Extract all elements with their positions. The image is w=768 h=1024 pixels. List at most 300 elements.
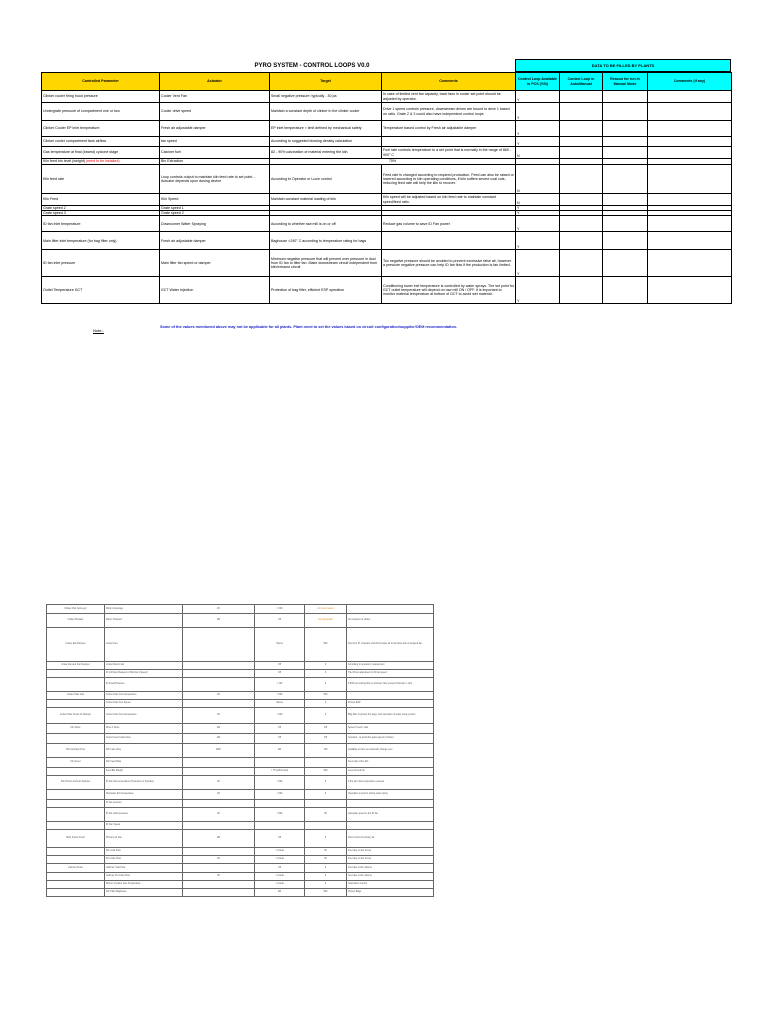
cell-target: According to whether raw mill is on or off <box>270 216 382 232</box>
lower-table-row <box>47 768 434 776</box>
lower-cell-unit: kW <box>183 734 255 744</box>
lower-cell-remarks: Constant - to avoid the grate speed of clinker <box>347 734 434 744</box>
cell-auto[interactable] <box>560 216 603 232</box>
cell-comments <box>382 137 516 147</box>
lower-cell-group: Grate Fan and Fan Damper <box>47 662 105 670</box>
cell-pcs: Y <box>516 137 560 147</box>
cell-reason[interactable] <box>603 121 648 137</box>
lower-cell-parameter: Motor Amperage <box>105 605 183 614</box>
lower-cell-limit: 0 <box>305 670 347 678</box>
control-loops-body <box>42 91 732 304</box>
lower-cell-unit <box>183 670 255 678</box>
cell-pcs: N <box>516 165 560 194</box>
lower-table-row <box>47 889 434 897</box>
cell-parameter: Clinker Cooler EP inlet temperature <box>42 121 160 137</box>
lower-cell-parameter: Kiln main drive <box>105 744 183 758</box>
lower-cell-group <box>47 678 105 692</box>
cell-comments-eng[interactable] <box>648 277 732 304</box>
lower-cell-remarks: Adequate speed to the ID fan <box>347 808 434 822</box>
lower-cell-remarks <box>347 822 434 830</box>
cell-auto[interactable] <box>560 165 603 194</box>
cell-pcs: Y <box>516 211 560 216</box>
lower-cell-remarks: Fuel rate to the calciner <box>347 873 434 881</box>
cell-reason[interactable] <box>603 103 648 121</box>
lower-cell-unit: I/O <box>183 708 255 724</box>
lower-cell-unit <box>183 889 255 897</box>
lower-cell-unit <box>183 848 255 856</box>
lower-cell-group <box>47 848 105 856</box>
cell-actuator: Fresh air adjustable damper <box>160 232 270 250</box>
cell-comments: Too negative pressure should be avoided to prevent excessive false air, however a pressure negative pressure can help ID fan flow if the production is fan limited. <box>382 250 516 277</box>
lower-cell-limit: 0 <box>305 708 347 724</box>
cell-comments: Conditioning tower exit temperature is controlled by water sprays. The set point for GCT outlet temperature will depend on raw mill ON / OFF. It is important to monitor material temperature at bottom of GCT to avoid wet material. <box>382 277 516 304</box>
cell-auto[interactable] <box>560 91 603 103</box>
cell-comments-eng[interactable] <box>648 250 732 277</box>
lower-cell-range: < 100 <box>255 678 305 692</box>
note-text: Some of the values mentioned above may not be applicable for all plants. Plant need to set the values based on circuit configuration/supplier/OEM recommendation. <box>160 325 458 329</box>
lower-cell-group: Cooler Exit Damper <box>47 628 105 662</box>
lower-cell-limit: 0 <box>305 700 347 708</box>
cell-actuator: Cooler Vent Fan <box>160 91 270 103</box>
lower-table-row <box>47 724 434 734</box>
param-note: (need to be installed) <box>85 159 120 164</box>
lower-table-row <box>47 881 434 889</box>
lower-cell-parameter: Feed Bin Weight <box>105 768 183 776</box>
table-row <box>42 277 732 304</box>
lower-cell-remarks: Fuel rate on the burner <box>347 848 434 856</box>
lower-cell-remarks: Protect Bags <box>347 889 434 897</box>
cell-comments: Feed rate is changed according to required production. Feed can also be raised or lowered according to kiln operating conditions, if kiln suffers severe coal cuts, reducing feed rate will help the kiln to recover. <box>382 165 516 194</box>
lower-cell-limit: 500 <box>305 628 347 662</box>
cell-pcs: Y <box>516 91 560 103</box>
lower-cell-group <box>47 700 105 708</box>
lower-cell-unit: I/O <box>183 776 255 790</box>
lower-cell-limit: 50 <box>305 808 347 822</box>
lower-cell-limit: Ammeter based <box>305 605 347 614</box>
lower-cell-limit: 0 <box>305 662 347 670</box>
lower-cell-remarks: Feed rate of the kiln <box>347 758 434 768</box>
lower-cell-parameter: ID Fan Speed <box>105 822 183 830</box>
lower-table-row <box>47 776 434 790</box>
lower-cell-limit: 0 <box>305 776 347 790</box>
lower-cell-remarks: Bag filter to protect the bags, dust operation of water spray system <box>347 708 434 724</box>
lower-cell-group <box>47 808 105 822</box>
lower-cell-range: < 75 (within limit) <box>255 768 305 776</box>
cell-parameter: ID fan inlet pressure <box>42 250 160 277</box>
lower-table-row <box>47 758 434 768</box>
lower-cell-remarks: No transport of clinker <box>347 614 434 628</box>
lower-cell-group: Kiln Feed <box>47 758 105 768</box>
cell-auto[interactable] <box>560 137 603 147</box>
cell-comments: In case of limited vent fan capacity, back fans in cooler set point should be adjusted by operator. <box>382 91 516 103</box>
lower-cell-limit <box>305 800 347 808</box>
lower-cell-group <box>47 822 105 830</box>
lower-cell-group: Main burner Fuels <box>47 830 105 848</box>
lower-cell-parameter: Bottom Cyclone Gas Temperature <box>105 881 183 889</box>
table-row <box>42 165 732 194</box>
lower-cell-group: Kiln ID Fan and Fan Damper <box>47 776 105 790</box>
lower-cell-range: Stress <box>255 628 305 662</box>
lower-cell-remarks: Sound of Pt. Operator should increase air to fan after side of stopped fan. <box>347 628 434 662</box>
table-row <box>42 147 732 159</box>
table-row <box>42 194 732 206</box>
lower-cell-range: kW <box>255 889 305 897</box>
cell-comments-eng[interactable] <box>648 137 732 147</box>
cell-target: Small negative pressure: typically - 30 pa <box>270 91 382 103</box>
lower-cell-remarks: Operation to protect during water spray <box>347 790 434 800</box>
lower-table-row <box>47 830 434 848</box>
lower-table-row <box>47 692 434 700</box>
col-actuator: Actuator <box>160 73 270 91</box>
cell-target: Maintain a constant depth of clinker in the clinker cooler <box>270 103 382 121</box>
lower-cell-group <box>47 734 105 744</box>
cell-auto[interactable] <box>560 232 603 250</box>
cell-actuator: Grate speed 1 <box>160 206 270 211</box>
lower-cell-parameter: Calciner Pet Coke Flow <box>105 873 183 881</box>
lower-cell-limit: 0 <box>305 790 347 800</box>
lower-cell-unit: kW <box>183 614 255 628</box>
lower-cell-unit <box>183 864 255 873</box>
lower-cell-group <box>47 790 105 800</box>
lower-cell-group: Clinker Breaker <box>47 614 105 628</box>
lower-cell-parameter: Calciner Coal Flow <box>105 864 183 873</box>
lower-cell-group: Cooler Filter Fan <box>47 692 105 700</box>
cell-comments-eng[interactable] <box>648 103 732 121</box>
cell-actuator: Fresh air adjustable damper <box>160 121 270 137</box>
lower-table-row <box>47 848 434 856</box>
cell-comments: Fuel rate controls temperature to a set point that is normally in the range of 860 - 900° C <box>382 147 516 159</box>
lower-cell-unit: I/O <box>183 873 255 881</box>
lower-cell-unit <box>183 662 255 670</box>
lower-cell-remarks: Fuel rate to the calciner <box>347 864 434 873</box>
table-row <box>42 137 732 147</box>
cell-comments-eng[interactable] <box>648 147 732 159</box>
cell-parameter: Grate speed 3 <box>42 211 160 216</box>
cell-reason[interactable] <box>603 165 648 194</box>
lower-cell-range: < 500 <box>255 692 305 700</box>
lower-cell-range <box>255 822 305 830</box>
cell-pcs: N <box>516 147 560 159</box>
table-row <box>42 91 732 103</box>
cell-auto[interactable] <box>560 194 603 206</box>
cell-reason[interactable] <box>603 216 648 232</box>
lower-cell-group <box>47 800 105 808</box>
lower-cell-remarks <box>347 692 434 700</box>
lower-table-row <box>47 734 434 744</box>
cell-target: 75% <box>270 159 516 165</box>
lower-cell-group <box>47 768 105 776</box>
lower-cell-unit <box>183 758 255 768</box>
lower-cell-limit: 50 <box>305 848 347 856</box>
lower-cell-range: < Actual <box>255 881 305 889</box>
lower-cell-unit: I/O <box>183 692 255 700</box>
cell-target: 82 - 90% calcination of material entering the kiln <box>270 147 382 159</box>
lower-cell-group: Clinker Pan Conveyor <box>47 605 105 614</box>
lower-cell-parameter: Cooler Filter Inlet temperature <box>105 692 183 700</box>
lower-cell-range: Off <box>255 614 305 628</box>
cell-comments-eng[interactable] <box>648 165 732 194</box>
lower-cell-limit: Off <box>305 724 347 734</box>
cell-actuator: Cooler drive speed <box>160 103 270 121</box>
lower-cell-remarks: Flow control of primary air <box>347 830 434 848</box>
lower-cell-unit: I/O <box>183 605 255 614</box>
lower-cell-parameter: Kiln Coal Flow <box>105 848 183 856</box>
lower-cell-group <box>47 889 105 897</box>
lower-cell-range: < Actual <box>255 848 305 856</box>
lower-cell-range: Off <box>255 864 305 873</box>
lower-cell-range: < 600 <box>255 790 305 800</box>
cell-comments: Temperature based control by Fresh air adjustable damper <box>382 121 516 137</box>
lower-cell-limit <box>305 758 347 768</box>
lower-cell-limit <box>305 822 347 830</box>
table-row <box>42 250 732 277</box>
lower-cell-group <box>47 670 105 678</box>
lower-cell-range: Off <box>255 670 305 678</box>
col-comments-if-any: Comments (if any) <box>648 73 732 91</box>
lower-cell-parameter: ID mill Fan (Delayed or Minimum Speed) <box>105 670 183 678</box>
cell-reason[interactable] <box>603 250 648 277</box>
lower-cell-unit: MFP <box>183 744 255 758</box>
lower-cell-group: Kiln Auxiliary Drive <box>47 744 105 758</box>
col-controlled-parameter: Controlled Parameter <box>42 73 160 91</box>
cell-pcs: Y <box>516 121 560 137</box>
cell-comments-eng[interactable] <box>648 91 732 103</box>
cell-reason[interactable] <box>603 194 648 206</box>
lower-cell-parameter: ID fan inlet temperature (Protection of Impeller) <box>105 776 183 790</box>
lower-cell-group <box>47 881 105 889</box>
lower-sheet-table <box>46 604 434 897</box>
lower-cell-group: Calciner Fuels <box>47 864 105 873</box>
cell-auto[interactable] <box>560 277 603 304</box>
lower-cell-parameter: Drive 1 Drive <box>105 724 183 734</box>
cell-parameter: Kiln Feed <box>42 194 160 206</box>
cell-target: Maintain constant material loading of kiln <box>270 194 382 206</box>
lower-table-row <box>47 614 434 628</box>
lower-cell-limit: 0 <box>305 881 347 889</box>
lower-table-row <box>47 808 434 822</box>
cell-actuator: GCT Water Injection <box>160 277 270 304</box>
lower-cell-limit: Off <box>305 734 347 744</box>
cell-pcs: N <box>516 194 560 206</box>
cell-reason[interactable] <box>603 91 648 103</box>
lower-cell-parameter: Primary Air Fan <box>105 830 183 848</box>
col-target: Target <box>270 73 382 91</box>
cell-reason[interactable] <box>603 232 648 250</box>
lower-cell-limit: 500 <box>305 692 347 700</box>
cell-target: Baghouse <240° C according to temperature rating for bags <box>270 232 382 250</box>
col-reason-manual: Reason for run in Manual Mode <box>603 73 648 91</box>
lower-cell-range: < Actual <box>255 873 305 881</box>
lower-cell-unit: kW <box>183 830 255 848</box>
lower-cell-unit <box>183 881 255 889</box>
lower-cell-remarks: Fuel rate on the burner <box>347 856 434 864</box>
cell-actuator: Downcomer Water Spraying <box>160 216 270 232</box>
lower-cell-limit: 0 <box>305 830 347 848</box>
lower-cell-remarks: According to operator's requirement <box>347 662 434 670</box>
cell-comments: Drive 1 speed controls pressure, downstream drives are bound to drive 1 based on ratio. Grate 2 & 3 could also have independent control loops <box>382 103 516 121</box>
cell-parameter: Kiln feed rate <box>42 165 160 194</box>
cell-pcs: Y <box>516 277 560 304</box>
lower-cell-limit: 500 <box>305 889 347 897</box>
cell-pcs: Y <box>516 206 560 211</box>
lower-cell-parameter: Kiln Feed Rate <box>105 758 183 768</box>
lower-table-row <box>47 864 434 873</box>
lower-cell-parameter: ID Fresh/Pressure <box>105 678 183 692</box>
lower-table-row <box>47 678 434 692</box>
sheet-title: PYRO SYSTEM - CONTROL LOOPS V0.0 <box>254 63 370 69</box>
param-text: Kiln feed bin level (weight) <box>43 159 85 164</box>
lower-cell-unit: I/O <box>183 790 255 800</box>
lower-cell-range: < 600 <box>255 708 305 724</box>
lower-cell-unit <box>183 800 255 808</box>
cell-pcs: Y <box>516 103 560 121</box>
cell-auto[interactable] <box>560 147 603 159</box>
lower-cell-parameter: Cooler Feed Grate Flow <box>105 734 183 744</box>
cell-parameter: Main filter inlet temperature (for bag filter only) <box>42 232 160 250</box>
control-loops-table <box>41 72 732 304</box>
cell-reason[interactable] <box>603 147 648 159</box>
lower-cell-parameter: Preheater Exit temperature <box>105 790 183 800</box>
lower-cell-parameter: Kiln Filter Baghouse <box>105 889 183 897</box>
cell-target: EP inlet temperature < limit defined by mechanical safety <box>270 121 382 137</box>
cell-pcs: Y <box>516 250 560 277</box>
lower-cell-unit <box>183 700 255 708</box>
lower-table-row <box>47 605 434 614</box>
lower-cell-remarks: If 90% air cooling flow is minimum flow (except Chamber 1 fan) <box>347 678 434 692</box>
cell-actuator: Bin Extraction <box>160 159 270 165</box>
lower-table-row <box>47 822 434 830</box>
lower-cell-unit <box>183 822 255 830</box>
table-row <box>42 232 732 250</box>
lower-cell-remarks: Level of feed bin <box>347 768 434 776</box>
cell-pcs: Y <box>516 232 560 250</box>
lower-table-row <box>47 662 434 670</box>
table-row <box>42 121 732 137</box>
lower-cell-unit: I/O <box>183 808 255 822</box>
cell-auto[interactable] <box>560 250 603 277</box>
lower-cell-limit: 0 <box>305 678 347 692</box>
lower-cell-parameter: Motor Transport <box>105 614 183 628</box>
cell-reason[interactable] <box>603 137 648 147</box>
cell-actuator: fan speed <box>160 137 270 147</box>
lower-table-row <box>47 628 434 662</box>
cell-target: According to Operator or Lucie control <box>270 165 382 194</box>
lower-table-row <box>47 700 434 708</box>
cell-parameter: ID fan inlet temperature <box>42 216 160 232</box>
cell-comments <box>382 232 516 250</box>
lower-cell-group <box>47 856 105 864</box>
lower-cell-range: < Actual <box>255 856 305 864</box>
cell-parameter: Outlet Temperature GCT <box>42 277 160 304</box>
lower-cell-limit: 50 <box>305 856 347 864</box>
cell-comments-eng[interactable] <box>648 232 732 250</box>
cell-comments-eng[interactable] <box>648 194 732 206</box>
cell-actuator: Kiln Speed <box>160 194 270 206</box>
lower-cell-remarks: Protect ESP <box>347 700 434 708</box>
lower-sheet-body <box>47 605 434 897</box>
cell-parameter: Undergrate pressure of compartment one or two <box>42 103 160 121</box>
lower-cell-range <box>255 800 305 808</box>
lower-cell-unit: I/O <box>183 856 255 864</box>
lower-cell-unit <box>183 768 255 776</box>
lower-cell-limit: Not Applicable <box>305 614 347 628</box>
lower-cell-parameter: Cooler Filter Inlet temperature <box>105 708 183 724</box>
cell-pcs: Y <box>516 216 560 232</box>
cell-comments-eng[interactable] <box>648 121 732 137</box>
note-label: Note:- <box>93 328 104 333</box>
lower-cell-limit: 0 <box>305 873 347 881</box>
lower-cell-remarks: If the fan inlet temperature exceeds <box>347 776 434 790</box>
table-row <box>42 103 732 121</box>
lower-cell-range: < 600 <box>255 605 305 614</box>
lower-table-row <box>47 856 434 864</box>
cell-comments-eng[interactable] <box>648 216 732 232</box>
lower-cell-range: Off <box>255 662 305 670</box>
lower-cell-parameter: ID fan pressure <box>105 800 183 808</box>
lower-cell-limit: 600 <box>305 768 347 776</box>
cell-actuator: Main filter fan speed or damper <box>160 250 270 277</box>
lower-table-row <box>47 873 434 881</box>
col-control-loop-pcs: Control Loop Available in PCS (Y/N) <box>516 73 560 91</box>
lower-cell-unit <box>183 678 255 692</box>
lower-cell-unit: kW <box>183 724 255 734</box>
cell-comments: Kiln speed will be adjusted based on kiln feed rate to maintain constant speed/feed ratio. <box>382 194 516 206</box>
cell-target: Protection of bag filter, efficient ESP operation <box>270 277 382 304</box>
lower-cell-range: kW <box>255 744 305 758</box>
lower-cell-parameter: Cooler Return fan <box>105 662 183 670</box>
lower-table-row <box>47 670 434 678</box>
cell-parameter: Gas temperature at final (lowest) cyclone stage <box>42 147 160 159</box>
cell-parameter: Grate speed 2 <box>42 206 160 211</box>
col-control-loop-auto: Control Loop in Auto/Manual <box>560 73 603 91</box>
lower-cell-range: Stress <box>255 700 305 708</box>
lower-cell-group <box>47 873 105 881</box>
lower-cell-remarks <box>347 605 434 614</box>
lower-cell-parameter: Cooler Fan <box>105 628 183 662</box>
cell-comments: Reduce gas volume to save ID Fan power <box>382 216 516 232</box>
lower-cell-unit <box>183 628 255 662</box>
cell-actuator: Calciner fuel <box>160 147 270 159</box>
cell-parameter: Clinker cooler compartment fans airflow <box>42 137 160 147</box>
lower-cell-remarks: The ID fan adjustment in ID fan speed <box>347 670 434 678</box>
cell-auto[interactable] <box>560 121 603 137</box>
cell-auto[interactable] <box>560 103 603 121</box>
cell-actuator: Grate speed 2 <box>160 211 270 216</box>
cell-parameter: Clinker cooler firing hood pressure <box>42 91 160 103</box>
lower-cell-parameter: ID fan outlet pressure <box>105 808 183 822</box>
col-comments: Comments <box>382 73 516 91</box>
lower-cell-range: < 600 <box>255 776 305 790</box>
lower-cell-range <box>255 758 305 768</box>
cell-target: Minimum negative pressure that will prevent over pressure in duct from ID fan to filter fan. Make downstream circuit independent from kiln/exhaust circuit <box>270 250 382 277</box>
table-header-row <box>42 73 732 91</box>
cell-reason[interactable] <box>603 277 648 304</box>
lower-cell-remarks: Speed / Feed / ratio <box>347 724 434 734</box>
lower-cell-remarks <box>347 800 434 808</box>
lower-cell-range: Off <box>255 830 305 848</box>
cell-target: According to suggested blowing density calculation <box>270 137 382 147</box>
lower-cell-limit: 0 <box>305 864 347 873</box>
lower-cell-limit: 100 <box>305 744 347 758</box>
lower-cell-parameter: Pet Coke Flow <box>105 856 183 864</box>
lower-cell-group: Kiln Drive <box>47 724 105 734</box>
lower-cell-group: Cooler Filter Fresh Air Damper <box>47 708 105 724</box>
lower-table-row <box>47 800 434 808</box>
plants-data-header: DATA TO BE FILLED BY PLANTS <box>515 59 731 72</box>
lower-cell-range: Off <box>255 734 305 744</box>
table-row <box>42 216 732 232</box>
lower-cell-remarks: Available to have an automatic change over <box>347 744 434 758</box>
